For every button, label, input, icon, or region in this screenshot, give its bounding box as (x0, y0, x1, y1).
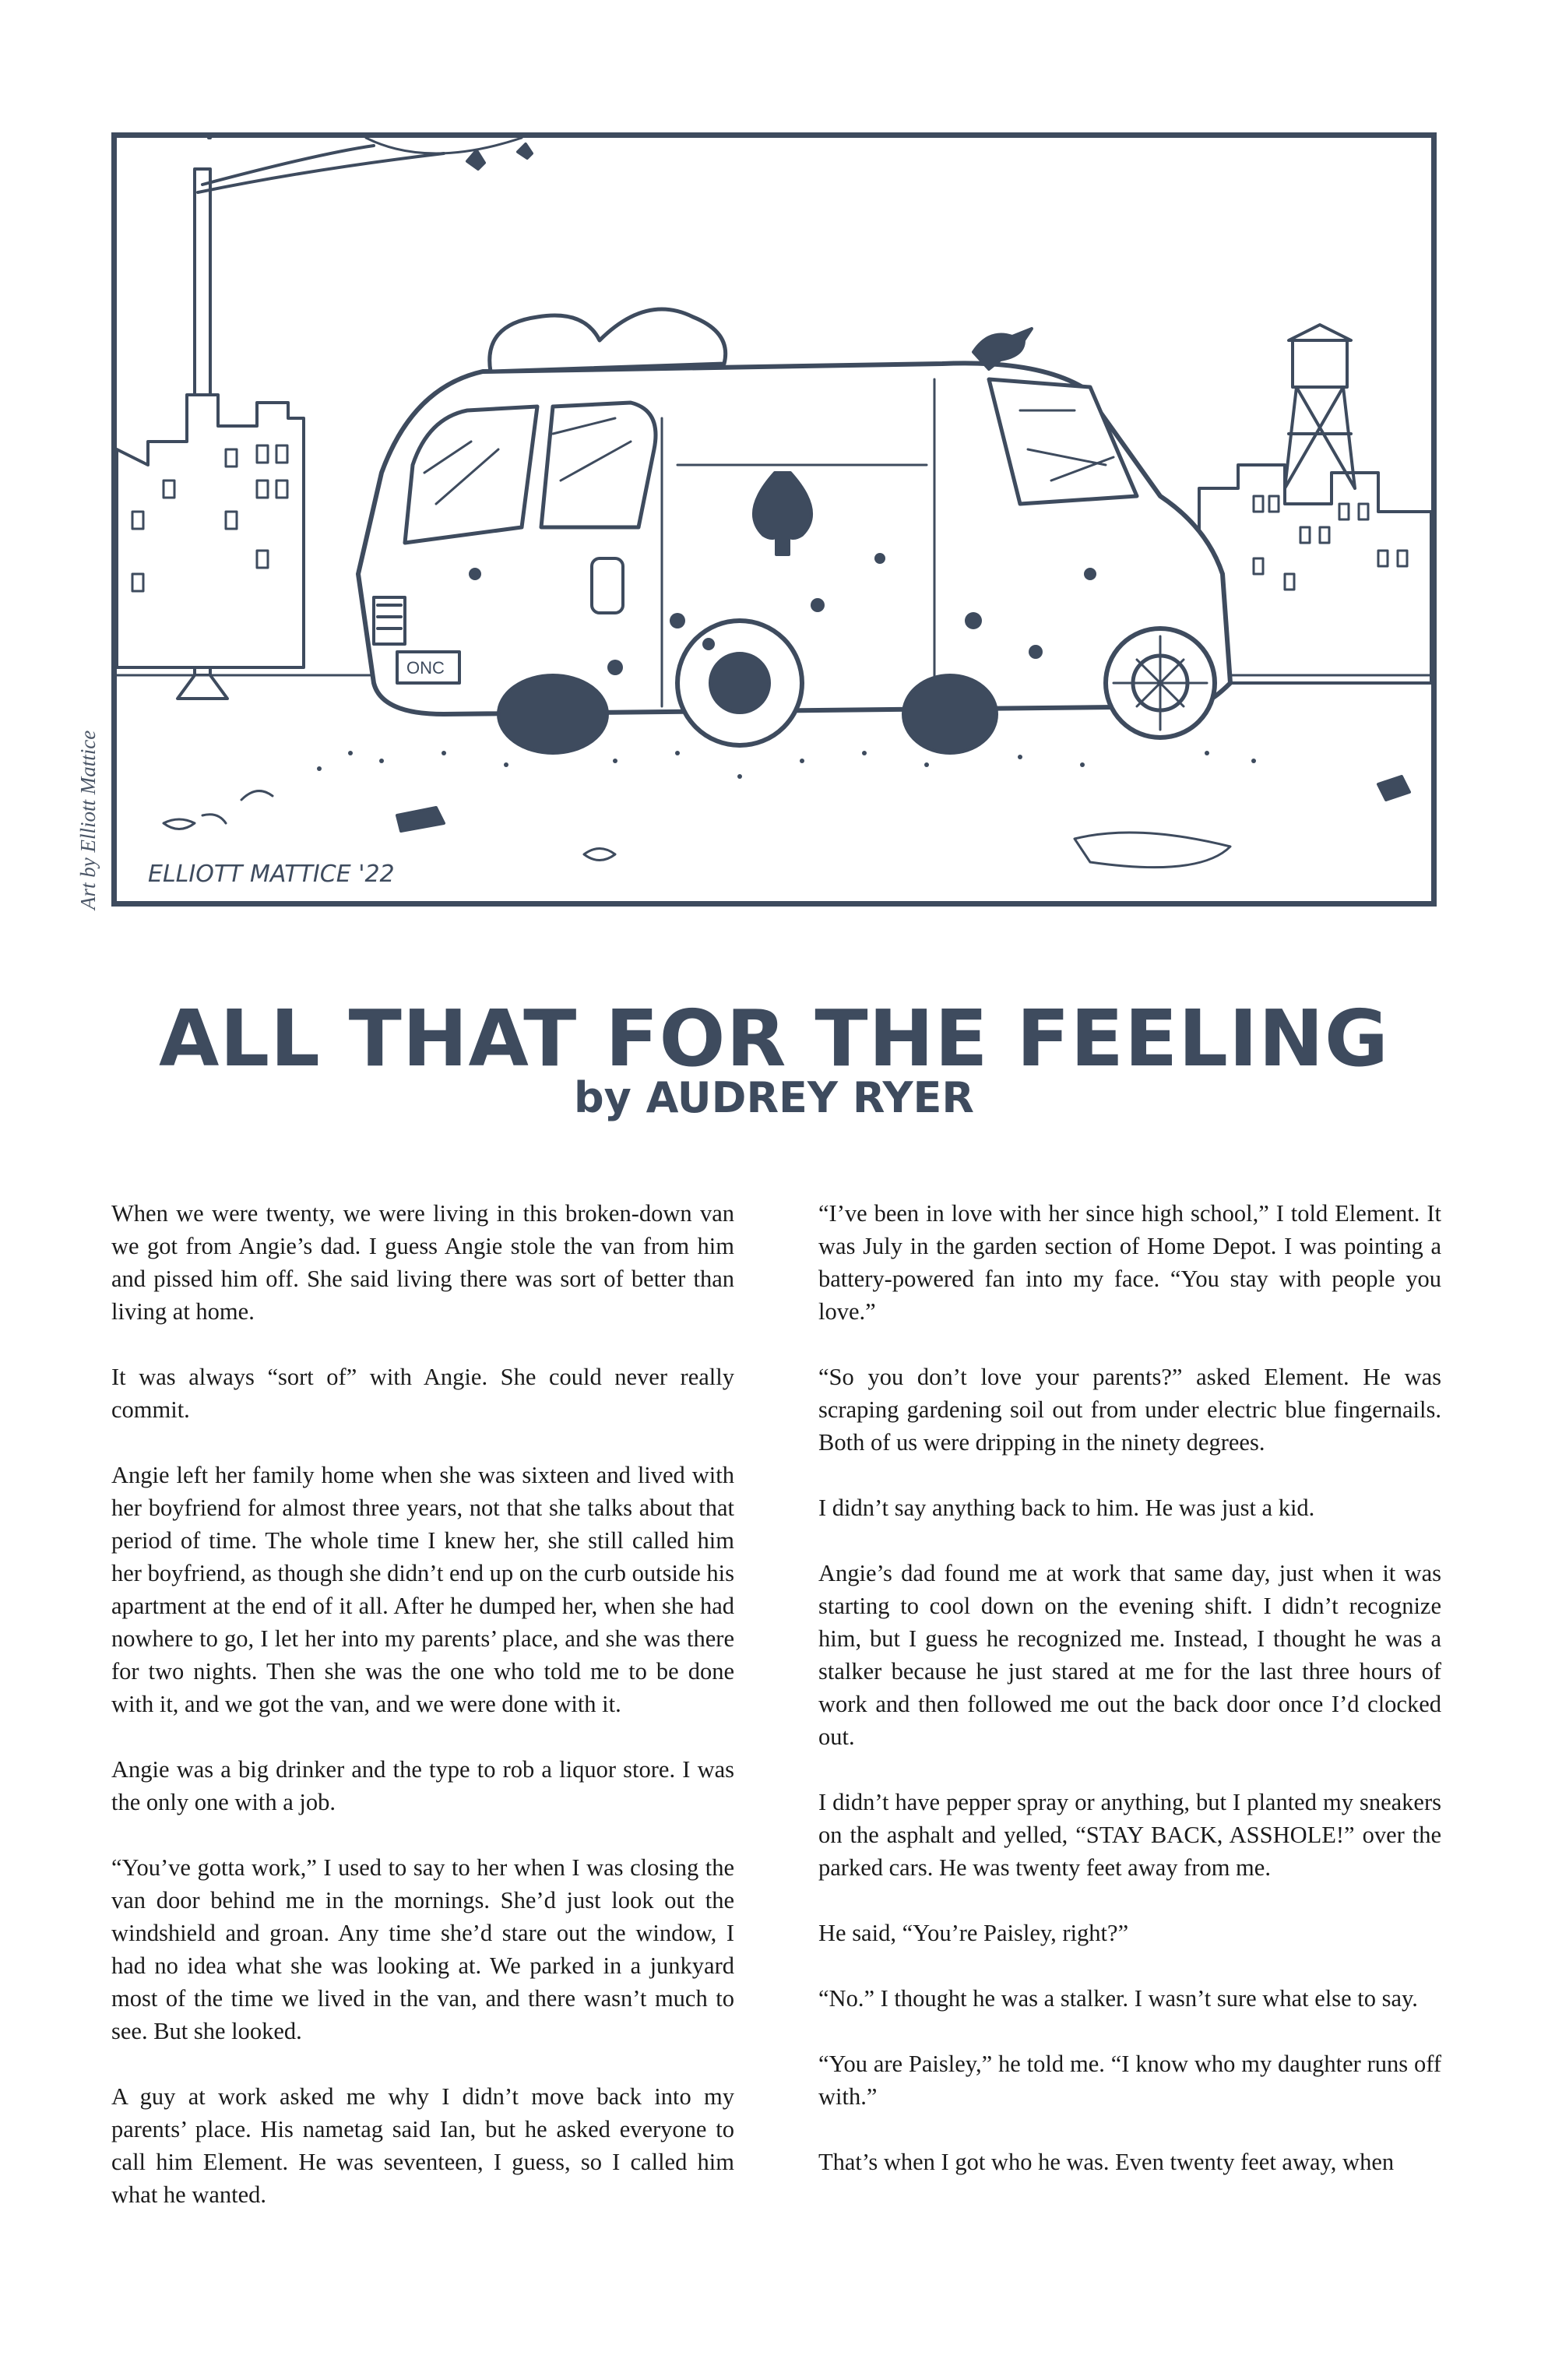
paragraph: A guy at work asked me why I didn’t move back into my parents’ place. His nametag said Ian, but he asked everyone to call him Element. He was seventeen, I guess, so I called him what he wanted. (111, 2083, 734, 2208)
van-plate-text: ONC (406, 658, 445, 678)
paragraph: “You’ve gotta work,” I used to say to her when I was closing the van door behind me in the mornings. She’d just look out the windshield and groan. Any time she’d stare out the window, I had no idea what she was looking at. We parked in a junkyard most of the time we lived in the van, and there wasn’t much to see. But she looked. (111, 1854, 734, 2044)
right-column (818, 1197, 1441, 2211)
story-title: ALL THAT FOR THE FEELING (158, 993, 1389, 1084)
paragraph: It was always “sort of” with Angie. She could never really commit. (111, 1364, 734, 1423)
paragraph: Angie was a big drinker and the type to rob a liquor store. I was the only one with a job. (111, 1756, 734, 1815)
left-column (111, 1197, 734, 2244)
junkyard-van-illustration (111, 132, 1437, 907)
illustration-drawing (117, 138, 1431, 901)
paragraph: “You are Paisley,” he told me. “I know who my daughter runs off with.” (818, 2051, 1441, 2110)
paragraph: I didn’t have pepper spray or anything, but I planted my sneakers on the asphalt and yelled, “STAY BACK, ASSHOLE!” over the parked cars. He was twenty feet away from me. (818, 1789, 1441, 1881)
paragraph: “So you don’t love your parents?” asked Element. He was scraping gardening soil out from under electric blue fingernails. Both of us were dripping in the ninety degrees. (818, 1364, 1441, 1456)
paragraph: “No.” I thought he was a stalker. I wasn’t sure what else to say. (818, 1985, 1418, 2012)
illustration-signature: ELLIOTT MATTICE '22 (148, 861, 395, 888)
paragraph: “I’ve been in love with her since high school,” I told Element. It was July in the garden section of Home Depot. I was pointing a battery-powered fan into my face. “You stay with people you love.” (818, 1200, 1441, 1325)
paragraph: That’s when I got who he was. Even twenty feet away, when (818, 2149, 1395, 2175)
story-byline: by AUDREY RYER (573, 1073, 975, 1122)
paragraph: Angie’s dad found me at work that same day, just when it was starting to cool down on the evening shift. I didn’t recognize him, but I guess he recognized me. Instead, I thought he was a stalker because he just stared at me for the last three hours of work and then followed me out the back door once I’d clocked out. (818, 1560, 1441, 1750)
paragraph: When we were twenty, we were living in this broken-down van we got from Angie’s dad. I guess Angie stole the van from him and pissed him off. She said living there was sort of better than living at home. (111, 1200, 734, 1325)
paragraph: He said, “You’re Paisley, right?” (818, 1920, 1129, 1946)
art-credit: Art by Elliott Mattice (76, 730, 100, 910)
paragraph: Angie left her family home when she was sixteen and lived with her boyfriend for almost three years, not that she talks about that period of time. The whole time I knew her, she still called him her boyfriend, as though she didn’t end up on the curb outside his apartment at the end of it all. After he dumped her, when she had nowhere to go, I let her into my parents’ place, and she was there for two nights. Then she was the one who told me to be done with it, and we got the van, and we were done with it. (111, 1462, 734, 1717)
paragraph: I didn’t say anything back to him. He was just a kid. (818, 1495, 1315, 1521)
